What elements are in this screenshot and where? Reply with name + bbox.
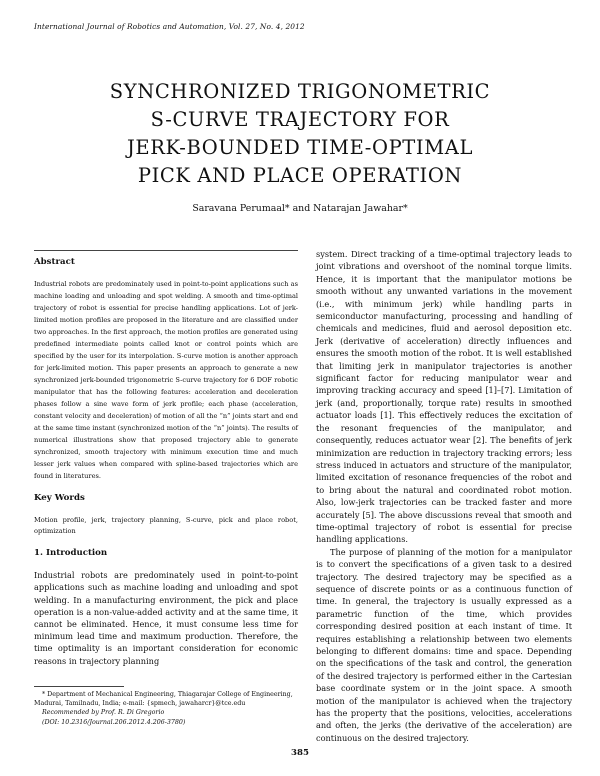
abstract-text: Industrial robots are predominately used in point-to-point applications such as machine loading and unloading and spot welding. A smooth and time-optimal trajectory of robot is essential for precise handling applications. Lot of jerk-limited motion profiles are proposed in the literature and are classified under two approaches. In the first approach, the motion profiles are generated using predefined intermediate points called knot or control points which are specified by the user for its interpolation. S-curve motion is another approach for jerk-limited motion. This paper presents an approach to generate a new synchronized jerk-bounded trigonometric S-curve trajectory for 6 DOF robotic manipulator that has the following features: acceleration and deceleration phases follow a sine wave form of jerk profile; each phase (acceleration, constant velocity and deceleration) of motion of all the “n” joints start and end at the same time instant (synchronized motion of the “n” joints). The results of numerical illustrations show that proposed trajectory able to generate synchronized, smooth trajectory with minimum execution time and much lesser jerk values when compared with spline-based trajectories which are found in literatures.	[34, 280, 298, 481]
right-paragraph-1: system. Direct tracking of a time-optimal trajectory leads to joint vibrations and overshoot of the nominal torque limits. Hence, it is important that the manipulator motions be smooth without any unwanted variations in the movement (i.e., with minimum jerk) while handling parts in semiconductor manufacturing, processing and handling of chemicals and medicines, fluid and aerosol deposition etc. Jerk (derivative of acceleration) directly influences and ensures the smooth motion of the robot. It is well established that limiting jerk in manipulator trajectories is another significant factor for reducing manipulator wear and improving tracking accuracy and speed [1]–[7]. Limitation of jerk (and, proportionally, torque rate) results in smoothed actuator loads [1]. This effectively reduces the excitation of the resonant frequencies of the manipulator, and consequently, reduces actuator wear [2]. The benefits of jerk minimization are reduction in trajectory tracking errors; less stress induced in actuators and structure of the manipulator, limited excitation of resonance frequencies of the robot and to bring about the natural and coordinated robot motion. Also, low-jerk trajectories can be tracked faster and more accurately [5]. The above discussions reveal that smooth and time-optimal trajectory of robot is essential for precise handling applications.	[316, 249, 572, 545]
footnotes	[34, 690, 298, 727]
journal-header: International Journal of Robotics and Automation, Vol. 27, No. 4, 2012	[34, 22, 305, 31]
right-paragraph-2: The purpose of planning of the motion for a manipulator is to convert the specifications of a given task to a desired trajectory. The desired trajectory may be specified as a sequence of discrete points or as a continuous function of time. In general, the trajectory is usually expressed as a parametric function of the time, which provides corresponding desired position at each instant of time. It requires establishing a relationship between two elements belonging to different domains: time and space. Depending on the specifications of the task and control, the generation of the desired trajectory is performed either in the Cartesian base coordinate system or in the joint space. A smooth motion of the manipulator is achieved when the trajectory has the property that the positions, velocities, accelerations and often, the jerks (the derivative of the acceleration) are continuous on the desired trajectory.	[316, 546, 572, 743]
intro-text: Industrial robots are predominately used in point-to-point applications such as machine loading and unloading and spot welding. In a manufacturing environment, the pick and place operation is a non-value-added activity and at the same time, it cannot be eliminated. Hence, it must consume less time for minimum lead time and maximum production. Therefore, the time optimality is an important consideration for economic reasons in trajectory planning	[34, 570, 298, 666]
intro-heading: 1. Introduction	[34, 547, 108, 558]
recommended-by: Recommended by Prof. R. Di Gregorio	[42, 709, 165, 717]
doi: (DOI: 10.2316/Journal.206.2012.4.206-3780)	[42, 718, 186, 726]
title-line: PICK AND PLACE OPERATION	[137, 164, 463, 187]
title-line: SYNCHRONIZED TRIGONOMETRIC	[109, 80, 491, 103]
footnote-rule	[34, 686, 124, 687]
keywords-heading: Key Words	[34, 493, 85, 504]
title-line: JERK-BOUNDED TIME-OPTIMAL	[126, 136, 474, 159]
abstract-top-rule	[34, 250, 298, 251]
affiliation-footnote: * Department of Mechanical Engineering, Thiagarajar College of Engineering, Madurai, Tamilnadu, India; e-mail: {spmech, jawaharcr}@tce.edu	[34, 691, 293, 708]
left-column	[34, 256, 298, 667]
right-column	[316, 248, 572, 744]
abstract-heading: Abstract	[34, 257, 75, 267]
keywords-text: Motion profile, jerk, trajectory planning, S-curve, pick and place robot, optimization	[34, 515, 298, 535]
page-number: 385	[291, 748, 309, 758]
title-line: S-CURVE TRAJECTORY FOR	[150, 108, 450, 131]
paper-title	[30, 78, 570, 190]
authors: Saravana Perumaal* and Natarajan Jawahar*	[192, 203, 408, 214]
